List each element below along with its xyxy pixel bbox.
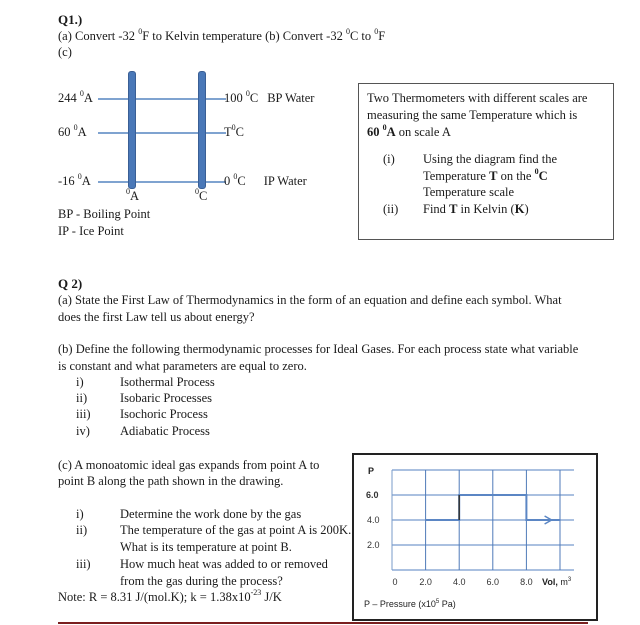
info-line-2: measuring the same Temperature which is	[367, 108, 578, 122]
label-tc: $T^0C$	[224, 123, 244, 139]
info-item-2-num: (ii)	[383, 202, 399, 216]
info-item-1-line-1: Using the diagram find the	[423, 152, 557, 166]
label-60a: 60 $^0$A	[58, 123, 87, 139]
scale-c-label: $^0$C	[195, 187, 208, 203]
x-axis-label: Vol, $m^3$	[542, 577, 572, 587]
legend-ip: IP - Ice Point	[58, 224, 124, 238]
process-item: iii) Isochoric Process	[76, 407, 208, 421]
info-item-2-text: Find T in Kelvin (K)	[423, 202, 529, 216]
label-100c: 100 $^0$C BP Water	[224, 89, 315, 105]
x-tick-label: 0	[392, 577, 398, 587]
legend-bp: BP - Boiling Point	[58, 207, 151, 221]
scale-a-label: $^0$A	[126, 187, 140, 203]
pv-chart-box	[352, 453, 598, 621]
label-244a: 244 $^0$A	[58, 89, 93, 105]
process-item: i) Isothermal Process	[76, 375, 215, 389]
x-tick-label: 6.0	[486, 577, 500, 587]
constants-note: Note: R = 8.31 J/(mol.K); $k = 1.38x10^{-23}$ J/K	[58, 588, 282, 604]
part-c-item-2: ii) The temperature of the gas at point A is 200K.	[76, 523, 352, 537]
info-line-3: 60 $^0$A on scale A	[367, 123, 451, 139]
part-c-item-3-cont: from the gas during the process?	[120, 574, 283, 588]
q2-part-a-line-2: does the first Law tell us about energy?	[58, 310, 255, 324]
q2-heading: Q 2)	[58, 276, 83, 291]
q2-part-a-line-1: (a) State the First Law of Thermodynamics in the form of an equation and define each symbol. What	[58, 293, 562, 307]
part-c-item-3: iii) How much heat was added to or removed	[76, 557, 328, 571]
t-line	[98, 132, 226, 134]
pv-chart	[354, 455, 596, 619]
label-0c: 0 $^0$C IP Water	[224, 172, 307, 188]
part-c-item-1: i) Determine the work done by the gas	[76, 507, 302, 521]
thermometer-a	[128, 71, 136, 189]
x-tick-label: 8.0	[520, 577, 533, 587]
y-tick-label: 6.0	[366, 490, 379, 500]
info-box	[358, 83, 614, 240]
q1-part-c: (c)	[58, 45, 72, 59]
thermometer-c	[198, 71, 206, 189]
pressure-footnote: P – Pressure ($x10^5$ Pa)	[364, 599, 456, 609]
q1-heading: Q1.)	[58, 12, 83, 27]
y-tick-label: 2.0	[367, 540, 380, 550]
process-item: iv) Adiabatic Process	[76, 424, 210, 438]
bp-line	[98, 98, 226, 100]
footer-rule	[58, 622, 588, 624]
q2-part-c-line-1: (c) A monoatomic ideal gas expands from point A to	[58, 458, 320, 472]
label-neg16a: -16 $^0$A	[58, 172, 91, 188]
ip-line	[98, 181, 226, 183]
q2-part-c-line-2: point B along the path shown in the drawing.	[58, 474, 284, 488]
q2-part-b-line-1: (b) Define the following thermodynamic processes for Ideal Gases. For each process state what variable	[58, 342, 579, 356]
x-tick-label: 4.0	[452, 577, 466, 587]
info-item-1-num: (i)	[383, 152, 395, 166]
process-item: ii) Isobaric Processes	[76, 391, 212, 405]
x-tick-label: 2.0	[419, 577, 432, 587]
y-axis-label: P	[368, 466, 375, 476]
info-item-1-line-2: Temperature T on the $^0$C	[423, 167, 548, 183]
q2-part-b-line-2: is constant and what parameters are equal to zero.	[58, 359, 307, 373]
part-c-item-2-cont: What is its temperature at point B.	[120, 540, 292, 554]
info-item-1-line-3: Temperature scale	[423, 185, 515, 199]
y-tick-label: 4.0	[367, 515, 380, 525]
info-line-1: Two Thermometers with different scales are	[367, 91, 588, 105]
q1-part-a: (a) Convert -32 $^0$F to Kelvin temperature (b) Convert -32 $^0$C to $^0$F	[58, 27, 386, 43]
